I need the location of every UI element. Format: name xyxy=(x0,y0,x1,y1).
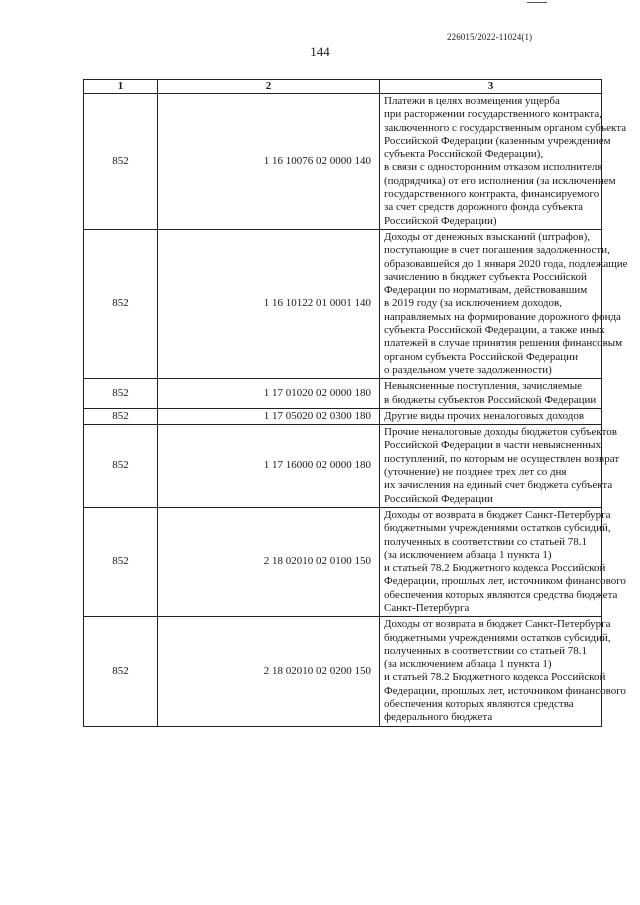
income-description-cell xyxy=(380,229,628,378)
admin-code-cell: 852 xyxy=(84,507,158,616)
description-line: органом субъекта Российской Федерации xyxy=(384,350,578,363)
budget-classification-code-cell: 2 18 02010 02 0100 150 xyxy=(158,507,380,616)
description-line: субъекта Российской Федерации), xyxy=(384,148,544,161)
admin-code-cell: 852 xyxy=(84,379,158,409)
income-description-cell xyxy=(380,408,602,424)
description-line: полученных в соответствии со статьей 78.1 xyxy=(384,644,588,657)
description-line: в связи с односторонним отказом исполнителя xyxy=(384,161,603,174)
description-line: в бюджеты субъектов Российской Федерации xyxy=(384,393,597,406)
page-number: 144 xyxy=(310,44,330,59)
budget-classification-code-cell: 1 16 10122 01 0001 140 xyxy=(158,229,380,378)
description-line: поступлений, по которым не осуществлен возврат xyxy=(384,452,620,465)
description-line: (за исключением абзаца 1 пункта 1) xyxy=(384,658,552,671)
table-row xyxy=(84,379,602,409)
description-line: их зачисления на единый счет бюджета субъекта xyxy=(384,479,613,492)
description-line: Российской Федерации в части невыясненных xyxy=(384,439,602,452)
budget-classification-code-cell: 1 17 16000 02 0000 180 xyxy=(158,425,380,508)
description-line: Платежи в целях возмещения ущерба xyxy=(384,95,560,107)
description-line: федерального бюджета xyxy=(384,711,493,724)
budget-classification-code-cell: 1 17 01020 02 0000 180 xyxy=(158,379,380,409)
description-line: бюджетными учреждениями остатков субсидий, xyxy=(384,631,611,644)
description-line: и статьей 78.2 Бюджетного кодекса Российской xyxy=(384,562,606,575)
income-description-cell xyxy=(380,94,627,230)
description-line: о раздельном учете задолженности) xyxy=(384,363,552,376)
description-line: обеспечения которых являются средства xyxy=(384,698,574,711)
description-line: обеспечения которых являются средства бюджета xyxy=(384,588,618,601)
description-line: заключенного с государственным органом субъекта xyxy=(384,121,627,134)
description-line: направляемых на формирование дорожного фонда xyxy=(384,310,621,323)
description-line: образовавшейся до 1 января 2020 года, подлежащие xyxy=(384,257,628,270)
column-header-1: 1 xyxy=(84,80,158,94)
description-line: Прочие неналоговые доходы бюджетов субъектов xyxy=(384,426,617,439)
table-row xyxy=(84,617,602,726)
description-line: платежей в случае принятия решения финансовым xyxy=(384,337,623,350)
description-line: (за исключением абзаца 1 пункта 1) xyxy=(384,548,552,561)
table-row xyxy=(84,94,602,230)
description-line: (уточнение) не позднее трех лет со дня xyxy=(384,466,567,479)
document-number: 226015/2022-11024(1) xyxy=(447,32,533,42)
admin-code-cell: 852 xyxy=(84,425,158,508)
description-line: Федерации по нормативам, действовавшим xyxy=(384,284,588,297)
description-line: и статьей 78.2 Бюджетного кодекса Российской xyxy=(384,671,606,684)
description-line: Невыясненные поступления, зачисляемые xyxy=(384,380,582,393)
description-line: государственного контракта, финансируемого xyxy=(384,188,600,201)
description-line: бюджетными учреждениями остатков субсидий, xyxy=(384,522,611,535)
table-row xyxy=(84,507,602,616)
admin-code-cell: 852 xyxy=(84,229,158,378)
description-line: при расторжении государственного контракта, xyxy=(384,108,602,121)
description-line: Другие виды прочих неналоговых доходов xyxy=(384,409,585,422)
description-line: Федерации, прошлых лет, источником финансового xyxy=(384,575,626,588)
description-line: Российской Федерации) xyxy=(384,214,497,227)
income-description-cell xyxy=(380,507,626,616)
admin-code-cell: 852 xyxy=(84,617,158,726)
description-line: Российской Федерации xyxy=(384,492,493,505)
admin-code-cell: 852 xyxy=(84,94,158,230)
description-line: Доходы от возврата в бюджет Санкт-Петербурга xyxy=(384,508,611,521)
description-line: Федерации, прошлых лет, источником финансового xyxy=(384,684,626,697)
description-line: (подрядчика) от его исполнения (за исключением xyxy=(384,174,616,187)
description-line: Санкт-Петербурга xyxy=(384,601,470,614)
description-line: полученных в соответствии со статьей 78.1 xyxy=(384,535,588,548)
table-row xyxy=(84,425,602,508)
budget-classification-code-cell: 2 18 02010 02 0200 150 xyxy=(158,617,380,726)
income-description-cell xyxy=(380,617,626,726)
description-line: Российской Федерации (казенным учреждением xyxy=(384,134,611,147)
description-line: поступающие в счет погашения задолженности, xyxy=(384,244,610,257)
column-header-3: 3 xyxy=(380,80,602,94)
description-line: в 2019 году (за исключением доходов, xyxy=(384,297,562,310)
description-line: Доходы от возврата в бюджет Санкт-Петербурга xyxy=(384,618,611,631)
income-description-cell xyxy=(380,425,620,508)
income-description-cell xyxy=(380,379,602,409)
table-row xyxy=(84,408,602,424)
admin-code-cell: 852 xyxy=(84,408,158,424)
scan-mark xyxy=(527,2,547,3)
description-line: за счет средств дорожного фонда субъекта xyxy=(384,201,584,214)
budget-classification-code-cell: 1 16 10076 02 0000 140 xyxy=(158,94,380,230)
budget-codes-table xyxy=(83,79,628,727)
description-line: зачислению в бюджет субъекта Российской xyxy=(384,270,587,283)
table-row xyxy=(84,229,602,378)
budget-classification-code-cell: 1 17 05020 02 0300 180 xyxy=(158,408,380,424)
table-header-row xyxy=(84,80,602,94)
description-line: Доходы от денежных взысканий (штрафов), xyxy=(384,230,590,243)
column-header-2: 2 xyxy=(158,80,380,94)
description-line: субъекта Российской Федерации, а также иных xyxy=(384,324,605,337)
